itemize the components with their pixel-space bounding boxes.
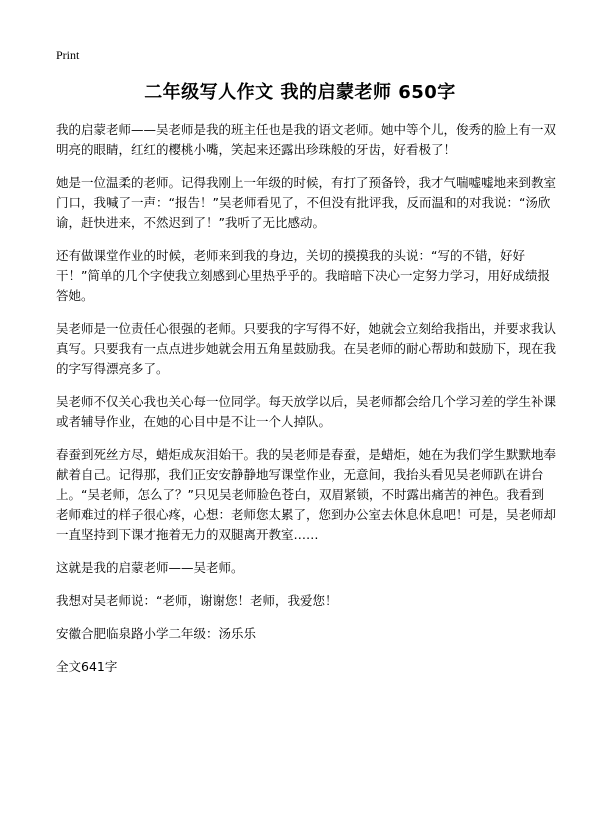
paragraph: 还有做课堂作业的时候，老师来到我的身边，关切的摸摸我的头说：“写的不错，好好干！”简单的几个字使我立刻感到心里热乎乎的。我暗暗下决心一定努力学习，用好成绩报答她。 [56, 248, 550, 303]
paragraph: 她是一位温柔的老师。记得我刚上一年级的时候，有打了预备铃，我才气喘嘘嘘地来到教室门口，我喊了一声：“报告！”吴老师看见了，不但没有批评我，反而温和的对我说：“汤欣谕，赶快进来，不然迟到了！”我听了无比感动。 [56, 175, 557, 230]
print-link[interactable]: Print [56, 48, 80, 62]
paragraph: 这就是我的启蒙老师——吴老师。 [56, 560, 244, 575]
paragraph: 春蚕到死丝方尽，蜡炬成灰泪始干。我的吴老师是春蚕，是蜡炬，她在为我们学生默默地奉献着自己。记得那，我们正安安静静地写课堂作业，无意间，我抬头看见吴老师趴在讲台上。“吴老师，怎么了？”只见吴老师脸色苍白，双眉紧锁，不时露出痛苦的神色。我看到老师难过的样子很心疼，心想：老师您太累了，您到办公室去休息休息吧！可是，吴老师却一直坚持到下课才拖着无力的双腿离开教室…… [56, 447, 557, 542]
article-body [56, 120, 556, 690]
article-title: 二年级写人作文 我的启蒙老师 650字 [144, 82, 456, 103]
paragraph: 我想对吴老师说：“老师，谢谢您！老师，我爱您！ [56, 593, 338, 608]
paragraph: 我的启蒙老师——吴老师是我的班主任也是我的语文老师。她中等个儿，俊秀的脸上有一双明亮的眼睛，红红的樱桃小嘴，笑起来还露出珍珠般的牙齿，好看极了！ [56, 122, 557, 157]
author-line: 安徽合肥临泉路小学二年级：汤乐乐 [56, 626, 257, 641]
paragraph: 吴老师不仅关心我也关心每一位同学。每天放学以后，吴老师都会给几个学习差的学生补课或者辅导作业，在她的心目中是不让一个人掉队。 [56, 394, 557, 429]
word-count: 全文641字 [56, 659, 118, 674]
paragraph: 吴老师是一位责任心很强的老师。只要我的字写得不好，她就会立刻给我指出，并要求我认真写。只要我有一点点进步她就会用五角星鼓励我。在吴老师的耐心帮助和鼓励下，现在我的字写得漂亮多了。 [56, 321, 557, 376]
